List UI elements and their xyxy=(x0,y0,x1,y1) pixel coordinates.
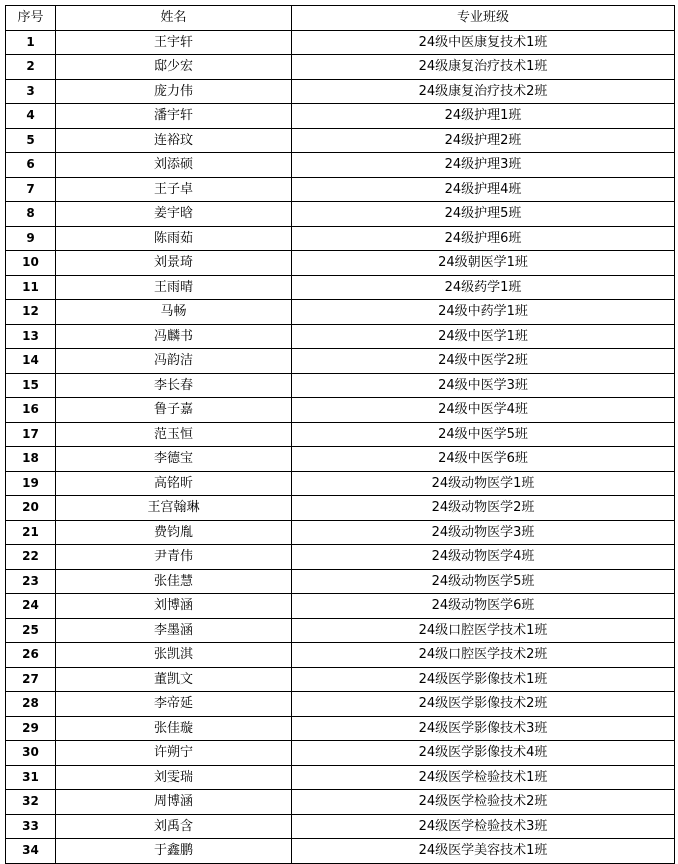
cell-index: 32 xyxy=(6,790,56,815)
cell-name: 潘宇轩 xyxy=(56,104,292,129)
table-row xyxy=(6,765,675,790)
table-row xyxy=(6,790,675,815)
cell-index: 28 xyxy=(6,692,56,717)
cell-index: 31 xyxy=(6,765,56,790)
cell-name: 李长春 xyxy=(56,373,292,398)
cell-index: 25 xyxy=(6,618,56,643)
table-row xyxy=(6,741,675,766)
cell-class: 24级动物医学1班 xyxy=(292,471,675,496)
cell-index: 6 xyxy=(6,153,56,178)
cell-name: 马畅 xyxy=(56,300,292,325)
cell-index: 1 xyxy=(6,30,56,55)
cell-index: 18 xyxy=(6,447,56,472)
cell-index: 9 xyxy=(6,226,56,251)
cell-class: 24级口腔医学技术1班 xyxy=(292,618,675,643)
cell-class: 24级医学检验技术2班 xyxy=(292,790,675,815)
cell-class: 24级中医学1班 xyxy=(292,324,675,349)
cell-class: 24级中医学4班 xyxy=(292,398,675,423)
table-body xyxy=(6,30,675,863)
table-row xyxy=(6,716,675,741)
cell-index: 19 xyxy=(6,471,56,496)
cell-class: 24级中医学3班 xyxy=(292,373,675,398)
table-row xyxy=(6,398,675,423)
cell-name: 陈雨茹 xyxy=(56,226,292,251)
cell-class: 24级护理3班 xyxy=(292,153,675,178)
cell-class: 24级医学检验技术1班 xyxy=(292,765,675,790)
cell-name: 张凯淇 xyxy=(56,643,292,668)
table-row xyxy=(6,594,675,619)
cell-class: 24级医学影像技术2班 xyxy=(292,692,675,717)
cell-index: 5 xyxy=(6,128,56,153)
cell-index: 2 xyxy=(6,55,56,80)
cell-class: 24级动物医学4班 xyxy=(292,545,675,570)
cell-class: 24级医学影像技术4班 xyxy=(292,741,675,766)
cell-name: 周博涵 xyxy=(56,790,292,815)
table-row xyxy=(6,839,675,864)
cell-class: 24级动物医学5班 xyxy=(292,569,675,594)
table-row xyxy=(6,104,675,129)
table-row xyxy=(6,55,675,80)
cell-name: 连裕玟 xyxy=(56,128,292,153)
cell-name: 范玉恒 xyxy=(56,422,292,447)
cell-index: 13 xyxy=(6,324,56,349)
cell-name: 冯韵洁 xyxy=(56,349,292,374)
table-row xyxy=(6,349,675,374)
cell-index: 23 xyxy=(6,569,56,594)
cell-class: 24级护理5班 xyxy=(292,202,675,227)
cell-class: 24级护理6班 xyxy=(292,226,675,251)
cell-class: 24级中医学2班 xyxy=(292,349,675,374)
cell-name: 王子卓 xyxy=(56,177,292,202)
header-index: 序号 xyxy=(6,6,56,31)
cell-class: 24级护理4班 xyxy=(292,177,675,202)
cell-class: 24级动物医学3班 xyxy=(292,520,675,545)
cell-name: 王宫翰琳 xyxy=(56,496,292,521)
cell-index: 11 xyxy=(6,275,56,300)
table-row xyxy=(6,30,675,55)
table-row xyxy=(6,373,675,398)
cell-class: 24级医学影像技术1班 xyxy=(292,667,675,692)
cell-name: 王雨晴 xyxy=(56,275,292,300)
cell-name: 王宇轩 xyxy=(56,30,292,55)
cell-name: 尹青伟 xyxy=(56,545,292,570)
cell-index: 4 xyxy=(6,104,56,129)
cell-class: 24级中药学1班 xyxy=(292,300,675,325)
cell-index: 22 xyxy=(6,545,56,570)
cell-name: 张佳慧 xyxy=(56,569,292,594)
cell-index: 33 xyxy=(6,814,56,839)
cell-index: 26 xyxy=(6,643,56,668)
cell-class: 24级医学检验技术3班 xyxy=(292,814,675,839)
table-row xyxy=(6,692,675,717)
cell-name: 冯麟书 xyxy=(56,324,292,349)
cell-class: 24级康复治疗技术2班 xyxy=(292,79,675,104)
table-row xyxy=(6,153,675,178)
table-row xyxy=(6,202,675,227)
cell-name: 董凯文 xyxy=(56,667,292,692)
cell-name: 鲁子嘉 xyxy=(56,398,292,423)
table-row xyxy=(6,447,675,472)
cell-class: 24级朝医学1班 xyxy=(292,251,675,276)
table-row xyxy=(6,814,675,839)
cell-index: 30 xyxy=(6,741,56,766)
roster-table xyxy=(5,5,675,864)
cell-name: 许朔宁 xyxy=(56,741,292,766)
table-row xyxy=(6,545,675,570)
cell-name: 李德宝 xyxy=(56,447,292,472)
cell-index: 14 xyxy=(6,349,56,374)
cell-index: 20 xyxy=(6,496,56,521)
table-row xyxy=(6,128,675,153)
cell-class: 24级动物医学6班 xyxy=(292,594,675,619)
table-row xyxy=(6,643,675,668)
table-row xyxy=(6,667,675,692)
header-row xyxy=(6,6,675,31)
cell-name: 刘景琦 xyxy=(56,251,292,276)
roster-table-container xyxy=(5,5,675,864)
cell-index: 21 xyxy=(6,520,56,545)
cell-index: 27 xyxy=(6,667,56,692)
cell-name: 李墨涵 xyxy=(56,618,292,643)
cell-class: 24级康复治疗技术1班 xyxy=(292,55,675,80)
cell-name: 李帝延 xyxy=(56,692,292,717)
cell-index: 7 xyxy=(6,177,56,202)
cell-class: 24级中医学5班 xyxy=(292,422,675,447)
cell-index: 34 xyxy=(6,839,56,864)
header-name: 姓名 xyxy=(56,6,292,31)
cell-index: 16 xyxy=(6,398,56,423)
cell-index: 10 xyxy=(6,251,56,276)
table-row xyxy=(6,520,675,545)
cell-name: 刘添硕 xyxy=(56,153,292,178)
table-row xyxy=(6,300,675,325)
cell-index: 29 xyxy=(6,716,56,741)
cell-index: 15 xyxy=(6,373,56,398)
table-row xyxy=(6,496,675,521)
table-row xyxy=(6,79,675,104)
table-row xyxy=(6,618,675,643)
cell-name: 费钧胤 xyxy=(56,520,292,545)
table-row xyxy=(6,471,675,496)
cell-name: 于鑫鹏 xyxy=(56,839,292,864)
cell-class: 24级中医康复技术1班 xyxy=(292,30,675,55)
cell-name: 邸少宏 xyxy=(56,55,292,80)
cell-class: 24级护理1班 xyxy=(292,104,675,129)
cell-class: 24级护理2班 xyxy=(292,128,675,153)
cell-index: 8 xyxy=(6,202,56,227)
table-row xyxy=(6,422,675,447)
cell-index: 17 xyxy=(6,422,56,447)
cell-name: 刘雯瑞 xyxy=(56,765,292,790)
cell-name: 姜宇晗 xyxy=(56,202,292,227)
table-row xyxy=(6,324,675,349)
cell-name: 张佳璇 xyxy=(56,716,292,741)
cell-name: 庞力伟 xyxy=(56,79,292,104)
table-row xyxy=(6,226,675,251)
cell-index: 3 xyxy=(6,79,56,104)
cell-name: 刘禹含 xyxy=(56,814,292,839)
cell-class: 24级中医学6班 xyxy=(292,447,675,472)
table-row xyxy=(6,251,675,276)
cell-class: 24级药学1班 xyxy=(292,275,675,300)
cell-class: 24级医学美容技术1班 xyxy=(292,839,675,864)
cell-class: 24级医学影像技术3班 xyxy=(292,716,675,741)
cell-index: 24 xyxy=(6,594,56,619)
cell-class: 24级动物医学2班 xyxy=(292,496,675,521)
table-row xyxy=(6,177,675,202)
cell-name: 刘博涵 xyxy=(56,594,292,619)
cell-class: 24级口腔医学技术2班 xyxy=(292,643,675,668)
cell-index: 12 xyxy=(6,300,56,325)
cell-name: 高铭昕 xyxy=(56,471,292,496)
table-row xyxy=(6,569,675,594)
header-class: 专业班级 xyxy=(292,6,675,31)
table-row xyxy=(6,275,675,300)
